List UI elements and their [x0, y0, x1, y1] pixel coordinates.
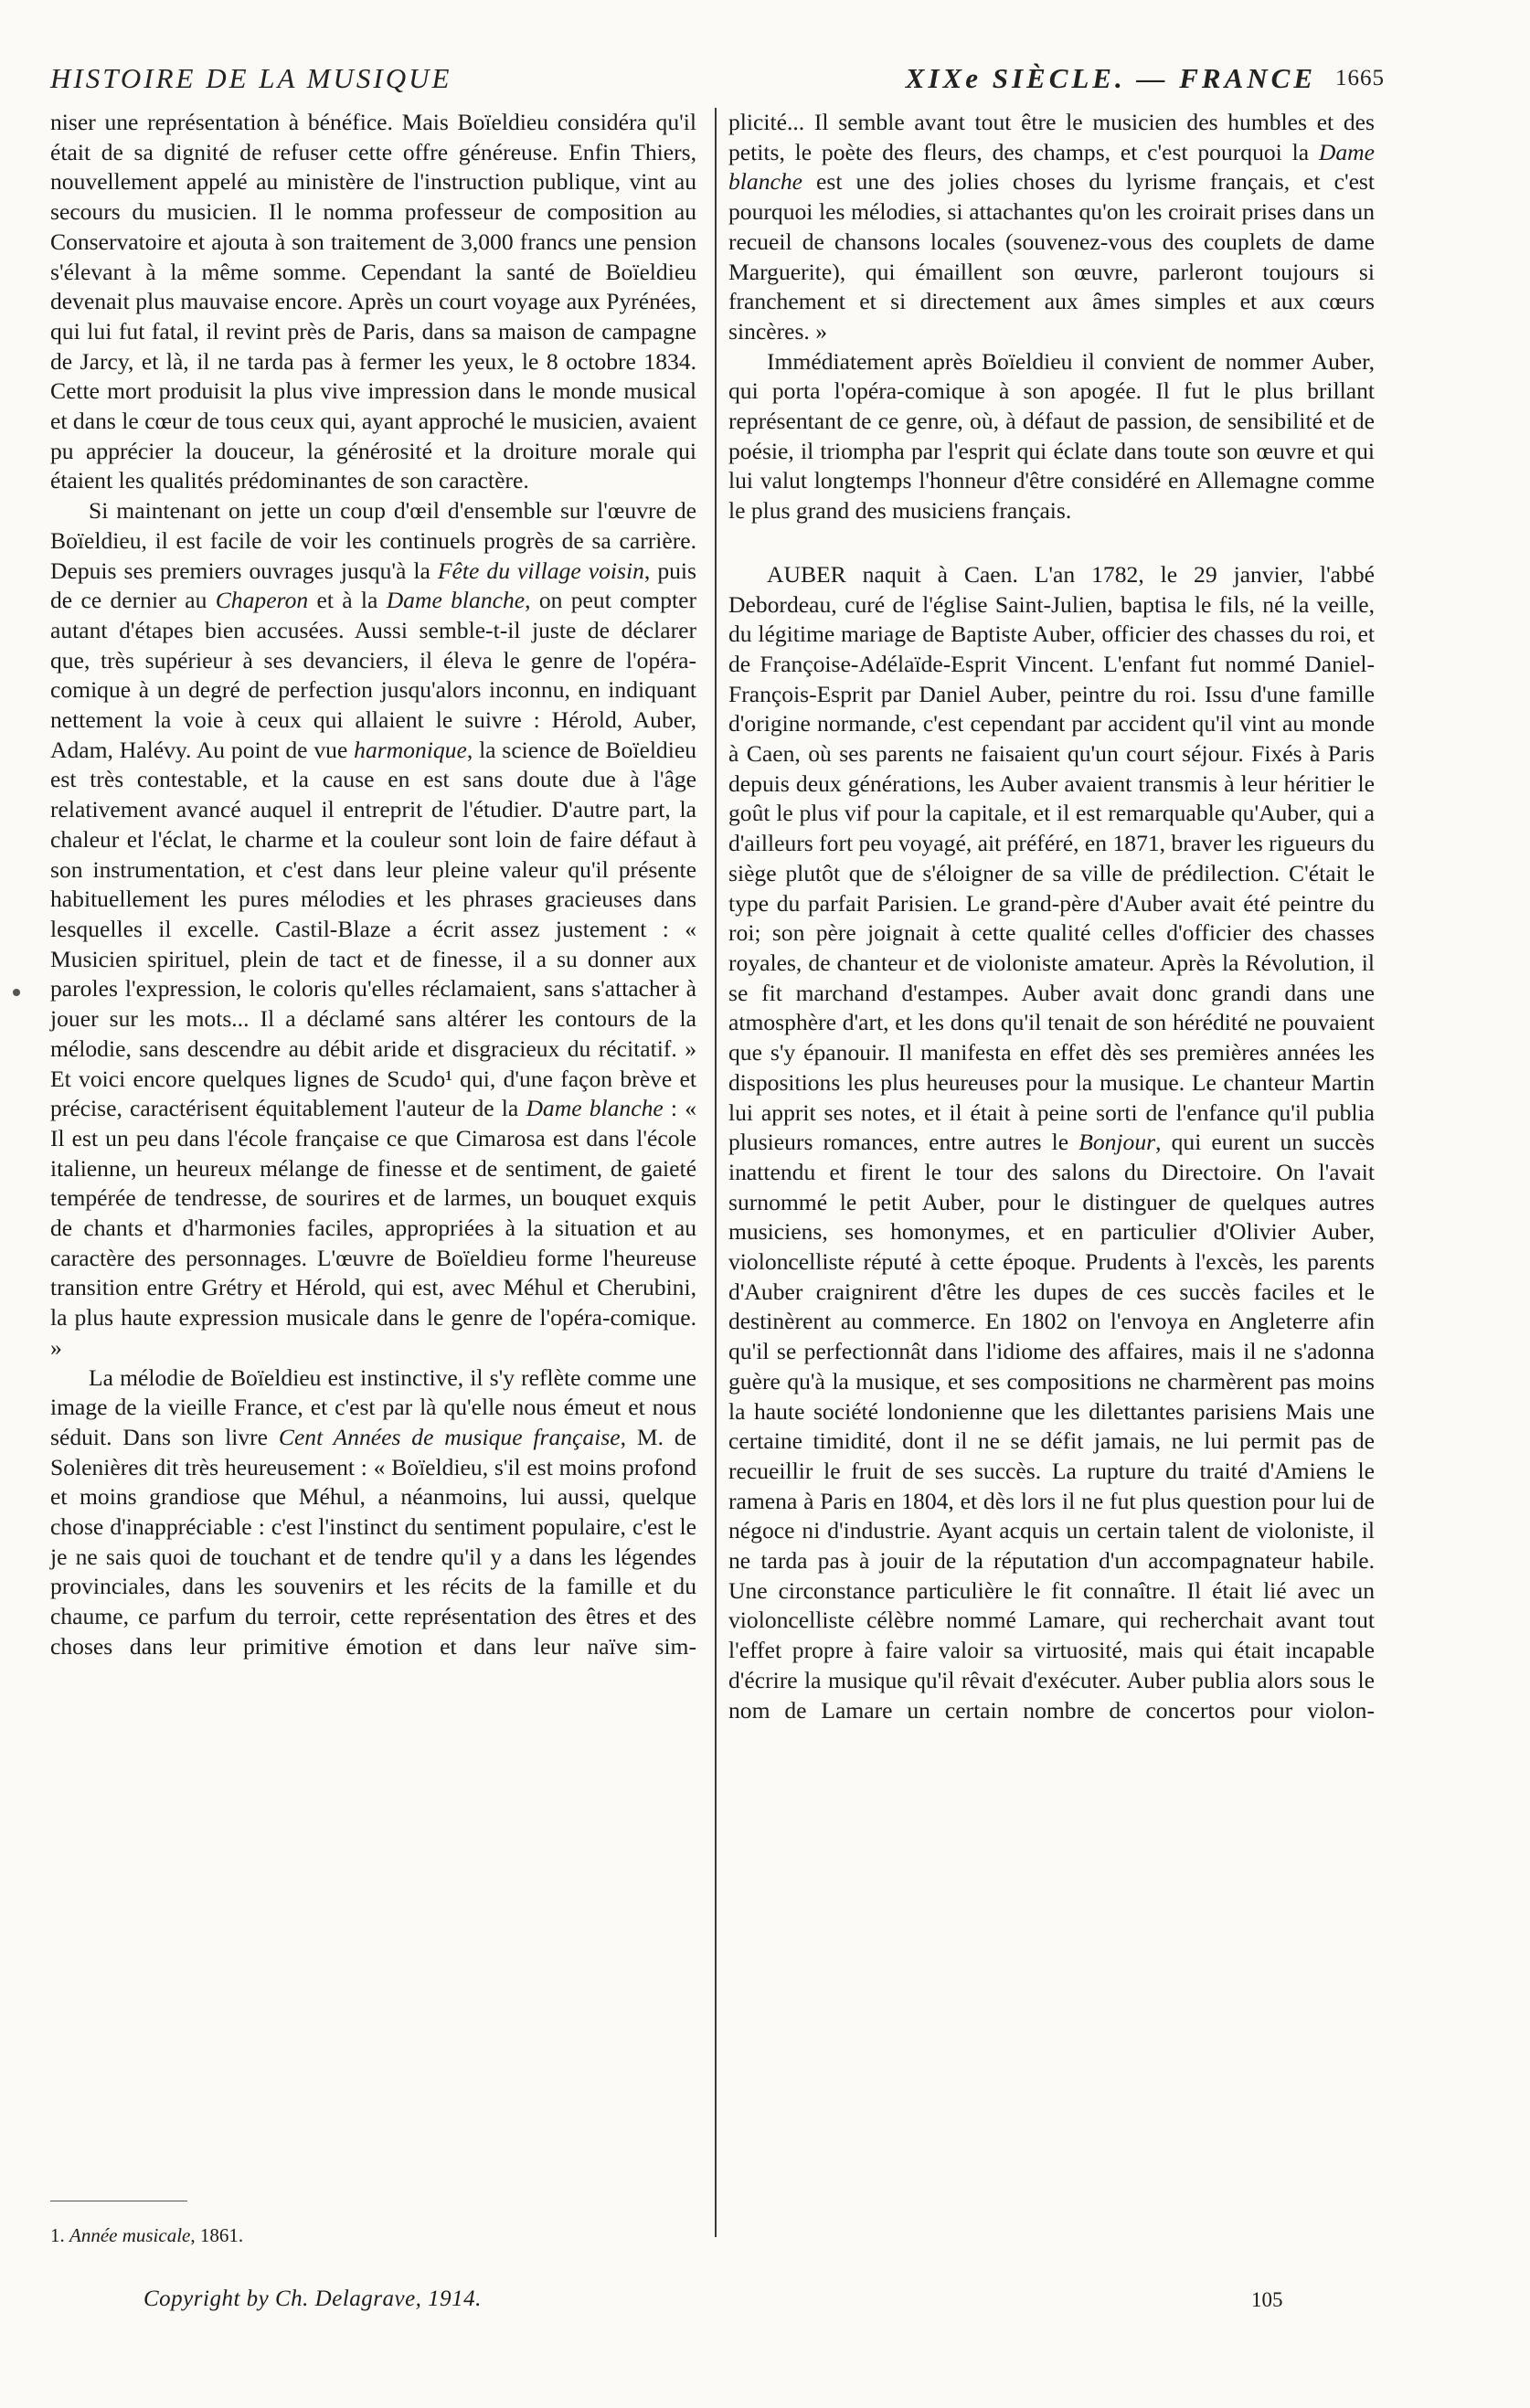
page-number: 105: [1251, 2288, 1283, 2311]
header-page-ref: 1665: [1335, 66, 1385, 90]
left-column: [50, 108, 696, 1662]
paragraph: niser une représentation à bénéfice. Mais Boïeldieu considéra qu'il était de sa dignité de refuser cette offre généreuse. Enfin Thiers, nouvellement appelé au ministère de l'instruction publique, vint au secours du musicien. Il le nomma professeur de composition au Conservatoire et ajouta à son traitement de 3,000 francs une pension s'élevant à la même somme. Cependant la santé de Boïeldieu devenait plus mauvaise encore. Après un court voyage aux Pyrénées, qui lui fut fatal, il revint près de Paris, dans sa maison de campagne de Jarcy, et là, il ne tarda pas à fermer les yeux, le 8 octobre 1834. Cette mort produisit la plus vive impression dans le monde musical et dans le cœur de tous ceux qui, ayant approché le musicien, avaient pu apprécier la douceur, la générosité et la droiture morale qui étaient les qualités prédominantes de son caractère.: [50, 109, 696, 494]
paragraph: plicité... Il semble avant tout être le musicien des humbles et des petits, le poète des fleurs, des champs, et c'est pourquoi la Dame blanche est une des jolies choses du lyrisme français, et c'est pourquoi les mélodies, si attachantes qu'on les croirait prises dans un recueil de chansons locales (souvenez-vous des couplets de dame Marguerite), qui émaillent son œuvre, parleront toujours si franchement et si directement aux âmes simples et aux cœurs sincères. »: [728, 109, 1375, 345]
column-divider: [715, 108, 717, 2237]
right-column: [728, 108, 1375, 1725]
paragraph: La mélodie de Boïeldieu est instinctive, il s'y reflète comme une image de la vieille France, et c'est par là qu'elle nous émeut et nous séduit. Dans son livre Cent Années de musique française, M. de Solenières dit très heureusement : « Boïeldieu, s'il est moins profond et moins grandiose que Méhul, a néanmoins, lui aussi, quelque chose d'inappréciable : c'est l'instinct du sentiment populaire, c'est le je ne sais quoi de touchant et de tendre qu'il y a dans les légendes provinciales, dans les souvenirs et les récits de la famille et du chaume, ce parfum du terroir, cette représentation des êtres et des choses dans leur primitive émotion et dans leur naïve sim-: [50, 1363, 697, 1660]
paragraph: AUBER naquit à Caen. L'an 1782, le 29 janvier, l'abbé Debordeau, curé de l'église Saint-Julien, baptisa le fils, né la veille, du légitime mariage de Baptiste Auber, officier des chasses du roi, et de Françoise-Adélaïde-Esprit Vincent. L'enfant fut nommé Daniel-François-Esprit par Daniel Auber, peintre du roi. Issu d'une famille d'origine normande, c'est cependant par accident qu'il vint au monde à Caen, où ses parents ne faisaient qu'un court séjour. Fixés à Paris depuis deux générations, les Auber avaient transmis à leur héritier le goût le plus vif pour la capitale, et il est remarquable qu'Auber, qui a d'ailleurs fort peu voyagé, ait préféré, en 1871, braver les rigueurs du siège plutôt que de s'éloigner de sa ville de prédilection. C'était le type du parfait Parisien. Le grand-père d'Auber avait été peintre du roi; son père joignait à cette qualité celles d'officier des chasses royales, de chanteur et de violoniste amateur. Après la Révolution, il se fit marchand d'estampes. Auber avait donc grandi dans une atmosphère d'art, et les dons qu'il tenait de son hérédité ne pouvaient que s'y épanouir. Il manifesta en effet dès ses premières années les dispositions les plus heureuses pour la musique. Le chanteur Martin lui apprit ses notes, et il était à peine sorti de l'enfance qu'il publia plusieurs romances, entre autres le Bonjour, qui eurent un succès inattendu et firent le tour des salons du Directoire. On l'avait surnommé le petit Auber, pour le distinguer de quelques autres musiciens, ses homonymes, et en particulier d'Olivier Auber, violoncelliste réputé à cette époque. Prudents à l'excès, les parents d'Auber craignirent d'être les dupes de ces succès faciles et le destinèrent au commerce. En 1802 on l'envoya en Angleterre afin qu'il se perfectionnât dans l'idiome des affaires, mais il ne s'adonna guère qu'à la musique, et ses compositions ne charmèrent pas moins la haute société londonienne que les dilettantes parisiens Mais une certaine timidité, dont il ne se défit jamais, ne lui permit pas de recueillir le fruit de ses succès. La rupture du traité d'Amiens le ramena à Paris en 1804, et dès lors il ne fut plus question pour lui de négoce ni d'industrie. Ayant acquis un certain talent de violoniste, il ne tarda pas à jouir de la réputation d'un accompagnateur habile. Une circonstance particulière le fit connaître. Il était lié avec un violoncelliste célèbre nommé Lamare, qui recherchait avant tout l'effet propre à faire valoir sa virtuosité, mais qui était incapable d'écrire la musique qu'il rêvait d'exécuter. Auber publia alors sous le nom de Lamare un certain nombre de concertos pour violon-: [728, 560, 1375, 1724]
header-title-left: HISTOIRE DE LA MUSIQUE: [50, 62, 452, 94]
paragraph: Si maintenant on jette un coup d'œil d'ensemble sur l'œuvre de Boïeldieu, il est facile de voir les continuels progrès de sa carrière. Depuis ses premiers ouvrages jusqu'à la Fête du village voisin, puis de ce dernier au Chaperon et à la Dame blanche, on peut compter autant d'étapes bien accusées. Aussi semble-t-il juste de déclarer que, très supérieur à ses devanciers, il éleva le genre de l'opéra-comique à un degré de perfection jusqu'alors inconnu, en indiquant nettement la voie à ceux qui allaient le suivre : Hérold, Auber, Adam, Halévy. Au point de vue harmonique, la science de Boïeldieu est très contestable, et la cause en est sans doute due à l'âge relativement avancé auquel il entreprit de l'étudier. D'autre part, la chaleur et l'éclat, le charme et la couleur sont loin de faire défaut à son instrumentation, et c'est dans leur pleine valeur qu'il présente habituellement les pures mélodies et les phrases gracieuses dans lesquelles il excelle. Castil-Blaze a écrit assez justement : « Musicien spirituel, plein de tact et de finesse, il a su donner aux paroles l'expression, le coloris qu'elles réclamaient, sans s'attacher à jouer sur les mots... Il a déclamé sans altérer les contours de la mélodie, sans descendre au débit aride et disgracieux du récitatif. » Et voici encore quelques lignes de Scudo¹ qui, d'une façon brève et précise, caractérisent équitablement l'auteur de la Dame blanche : « Il est un peu dans l'école française ce que Cimarosa est dans l'école italienne, un heureux mélange de finesse et de sentiment, de gaieté tempérée de tendresse, de sourires et de larmes, un bouquet exquis de chants et d'harmonies faciles, appropriées à la situation et au caractère des personnages. L'œuvre de Boïeldieu forme l'heureuse transition entre Grétry et Hérold, qui est, avec Méhul et Cherubini, la plus haute expression musicale dans le genre de l'opéra-comique. »: [50, 497, 696, 1361]
running-header: [50, 62, 1385, 102]
footnote: 1. Année musicale, 1861.: [50, 2224, 244, 2246]
copyright-notice: Copyright by Ch. Delagrave, 1914.: [143, 2286, 482, 2311]
paragraph: Immédiatement après Boïeldieu il convient de nommer Auber, qui porta l'opéra-comique à son apogée. Il fut le plus brillant représentant de ce genre, où, à défaut de passion, de sensibilité et de poésie, il triompha par l'esprit qui éclate dans toute son œuvre et qui lui valut longtemps l'honneur d'être considéré en Allemagne comme le plus grand des musiciens français.: [728, 347, 1375, 525]
section-gap: [728, 526, 1375, 560]
header-title-right: XIXe SIÈCLE. — FRANCE: [905, 62, 1316, 94]
margin-mark: [13, 989, 20, 996]
